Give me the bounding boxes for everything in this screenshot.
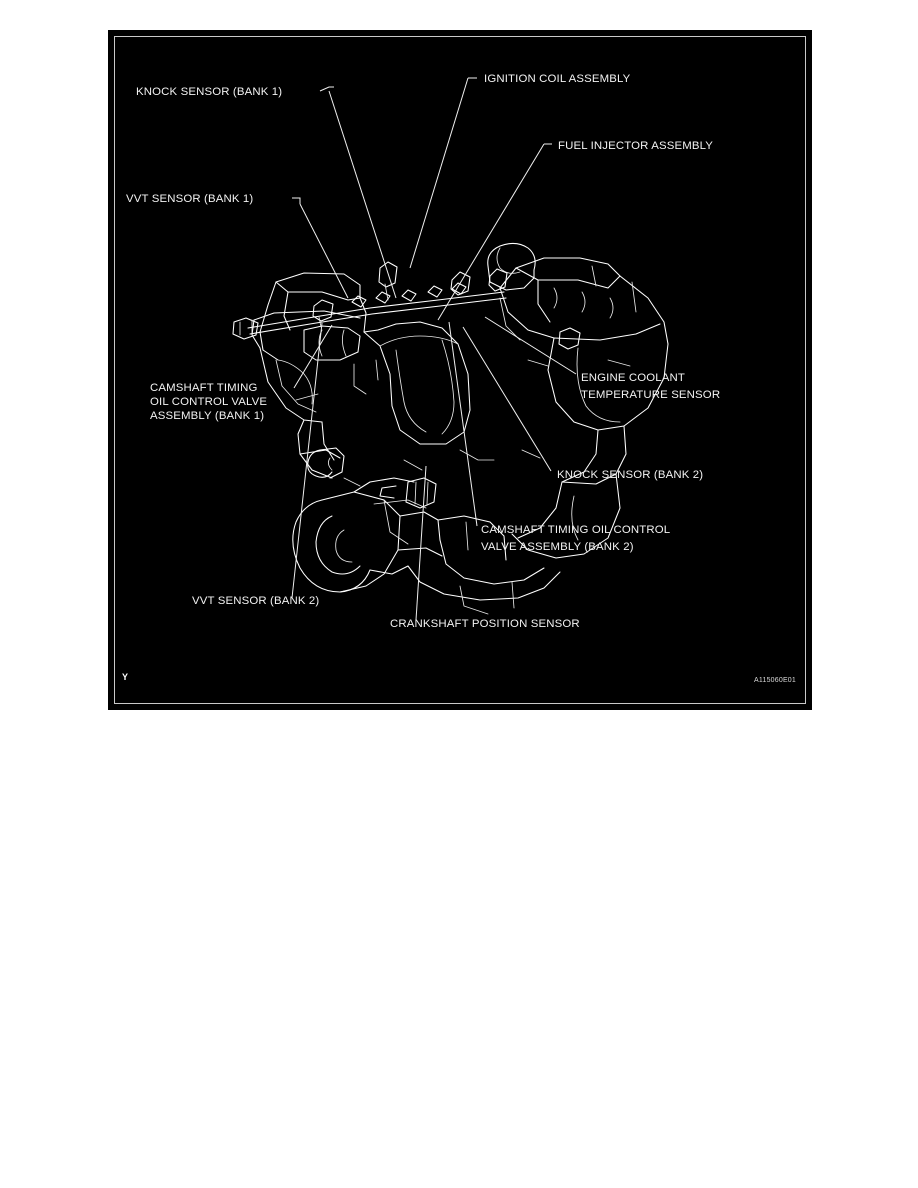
callout-label-line: CAMSHAFT TIMING (150, 382, 258, 394)
leader-line-camshaft-timing-oil-control-valve-assembly-bank-2 (449, 322, 477, 526)
callout-label-camshaft-timing-oil-control-valve-assembly-bank-2 (481, 524, 670, 553)
engine-diagram-panel (108, 30, 812, 710)
callout-label-crankshaft-position-sensor: CRANKSHAFT POSITION SENSOR (390, 618, 580, 630)
figure-id-code: A115060E01 (754, 677, 796, 684)
leader-line-knock-sensor-bank-1 (329, 91, 396, 298)
callout-label-knock-sensor-bank-1: KNOCK SENSOR (BANK 1) (136, 86, 283, 98)
callout-label-line: VALVE ASSEMBLY (BANK 2) (481, 541, 634, 553)
leader-line-vvt-sensor-bank-1 (300, 204, 348, 298)
callout-label-line: ASSEMBLY (BANK 1) (150, 410, 265, 422)
leader-line-camshaft-timing-oil-control-valve-assembly-bank-1 (294, 325, 332, 388)
callout-label-vvt-sensor-bank-1: VVT SENSOR (BANK 1) (126, 193, 254, 205)
callout-label-vvt-sensor-bank-2: VVT SENSOR (BANK 2) (192, 595, 320, 607)
callout-labels (126, 73, 720, 630)
leader-line-knock-sensor-bank-2 (463, 327, 551, 471)
leader-line-vvt-sensor-bank-1 (292, 198, 300, 204)
leader-line-crankshaft-position-sensor (416, 466, 426, 620)
corner-mark-y: Y (122, 672, 129, 682)
callout-label-line: TEMPERATURE SENSOR (581, 389, 721, 401)
callout-label-engine-coolant-temperature-sensor (581, 372, 720, 401)
callout-leader-lines (292, 78, 576, 620)
leader-line-ignition-coil-assembly (410, 78, 468, 268)
leader-line-vvt-sensor-bank-2 (292, 323, 322, 598)
callout-label-knock-sensor-bank-2: KNOCK SENSOR (BANK 2) (557, 469, 704, 481)
callout-label-line: OIL CONTROL VALVE (150, 396, 268, 408)
callout-label-line: ENGINE COOLANT (581, 372, 685, 384)
callout-label-line: CAMSHAFT TIMING OIL CONTROL (481, 524, 671, 536)
callout-label-ignition-coil-assembly: IGNITION COIL ASSEMBLY (484, 73, 631, 85)
callout-label-camshaft-timing-oil-control-valve-assembly-bank-1 (150, 382, 267, 422)
callout-label-fuel-injector-assembly: FUEL INJECTOR ASSEMBLY (558, 140, 714, 152)
engine-diagram-svg (108, 30, 812, 710)
leader-line-knock-sensor-bank-1 (320, 87, 334, 91)
